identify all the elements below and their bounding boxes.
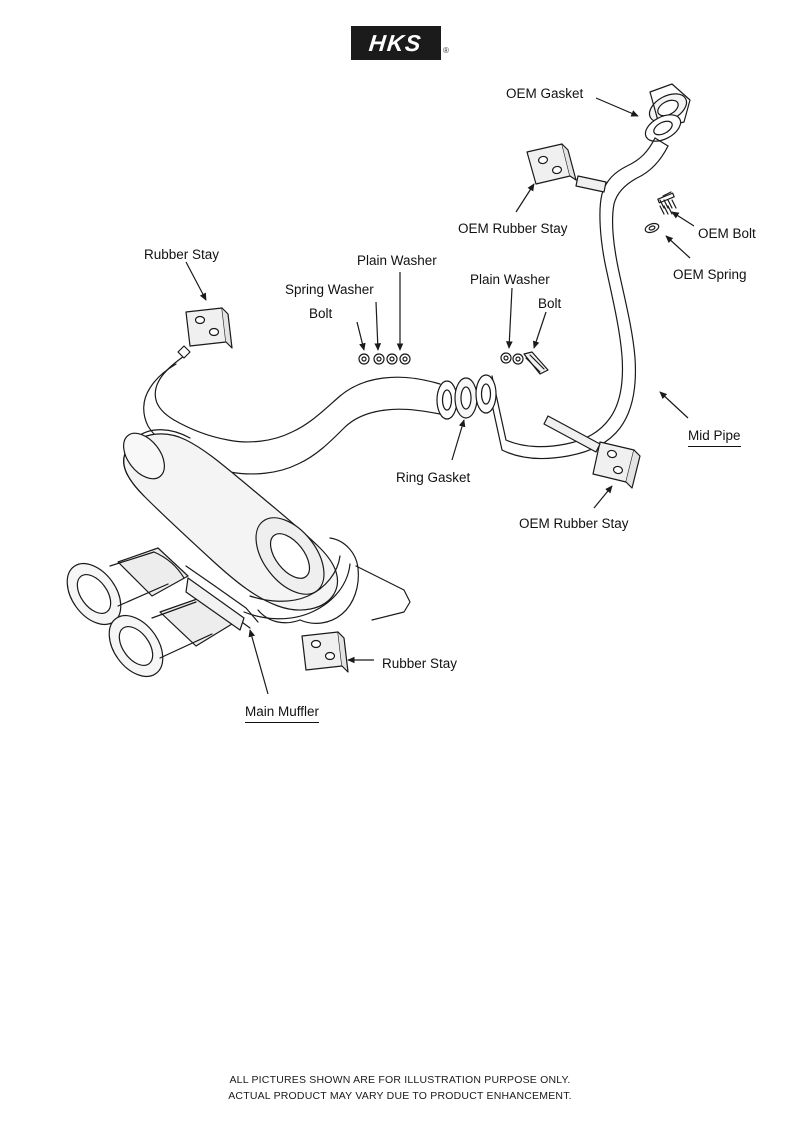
label-bolt-1: Bolt bbox=[309, 306, 333, 321]
label-spring-washer: Spring Washer bbox=[285, 282, 374, 297]
part-main-muffler-graphic bbox=[115, 426, 410, 624]
part-oem-rubber-stay-lower-graphic bbox=[544, 416, 640, 488]
label-ring-gasket: Ring Gasket bbox=[396, 470, 471, 485]
registered-mark-icon: ® bbox=[443, 46, 449, 55]
disclaimer bbox=[0, 1072, 800, 1105]
part-rubber-stay-left-graphic bbox=[178, 308, 232, 358]
part-oem-rubber-stay-upper-graphic bbox=[527, 144, 606, 192]
label-oem-rubber-stay-2: OEM Rubber Stay bbox=[519, 516, 629, 531]
label-rubber-stay-2: Rubber Stay bbox=[382, 656, 458, 671]
part-rubber-stay-bottom-graphic bbox=[302, 632, 348, 672]
label-oem-rubber-stay-1: OEM Rubber Stay bbox=[458, 221, 568, 236]
logo-text: HKS bbox=[368, 29, 424, 56]
part-oem-gasket-graphic bbox=[641, 84, 691, 147]
disclaimer-line-1: ALL PICTURES SHOWN ARE FOR ILLUSTRATION PURPOSE ONLY. bbox=[229, 1074, 571, 1086]
part-hardware-left-graphic bbox=[359, 354, 410, 364]
label-oem-gasket: OEM Gasket bbox=[506, 86, 584, 101]
disclaimer-line-2: ACTUAL PRODUCT MAY VARY DUE TO PRODUCT ENHANCEMENT. bbox=[228, 1090, 572, 1103]
label-main-muffler: Main Muffler bbox=[245, 704, 319, 723]
label-plain-washer-1: Plain Washer bbox=[357, 253, 437, 268]
part-ring-gasket-graphic bbox=[437, 375, 496, 419]
part-oem-bolt-spring-graphic bbox=[644, 192, 676, 234]
label-oem-bolt: OEM Bolt bbox=[698, 226, 756, 241]
part-hardware-right-graphic bbox=[501, 352, 548, 374]
label-mid-pipe: Mid Pipe bbox=[688, 428, 741, 447]
label-plain-washer-2: Plain Washer bbox=[470, 272, 550, 287]
label-bolt-2: Bolt bbox=[538, 296, 562, 311]
label-rubber-stay-1: Rubber Stay bbox=[144, 247, 220, 262]
label-oem-spring: OEM Spring bbox=[673, 267, 747, 282]
